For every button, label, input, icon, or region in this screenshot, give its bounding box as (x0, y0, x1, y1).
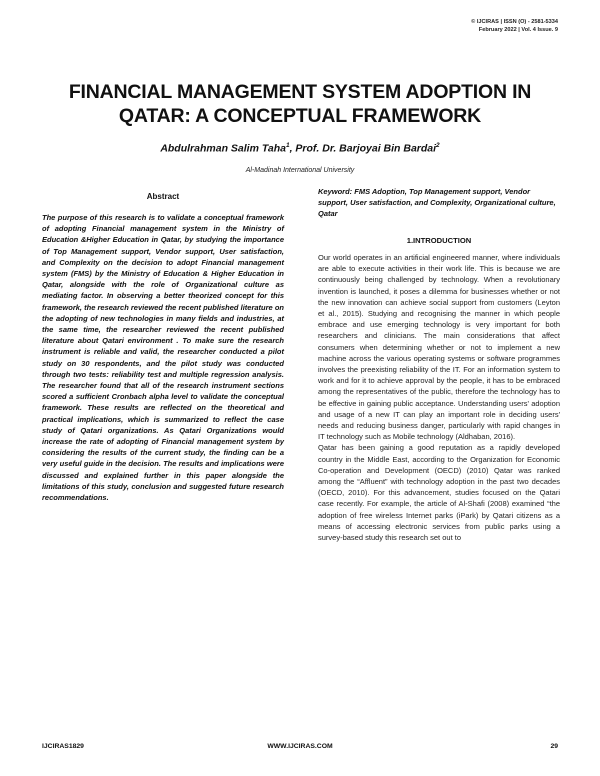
introduction-paragraph-1: Our world operates in an artificial engineered manner, where individuals are able to execute activities in their work life. This is because we are continuously being challenged by technology. When a revolutionary invention is launched, it poses a dilemma for businesses whether or not the new innovation can achieve social support from customers (Leyton et al., 2015). Studying and recognising the manner in which people embrace and use emerging technology is very important for both researchers and clinicians. The main considerations that affect consumers when determining whether or not to implement a new machine across the various operating systems or software programmes involves the preexisting reliability of the IT. For an information system to work and for it to achieve approval by the people, it has to be embraced among the representatives of the public, therefore the technology has to be effective in gaining public acceptance. Understanding users' adoption and usage of a new IT can play an important role in deciding users' needs and reducing business danger, particularly with rapid changes in IT technology such as Mobile technology (Aldhaban, 2016). (318, 253, 560, 442)
introduction-body (318, 252, 560, 543)
author-1: Abdulrahman Salim Taha (160, 142, 286, 155)
abstract-text: The purpose of this research is to validate a conceptual framework of adopting Financial management system in the Ministry of Education &Higher Education in Qatar, by studying the importance of Top Management support, Vendor support, User satisfaction, and Complexity on the decision to adopt Financial management system (FMS) by the Ministry of Education & Higher Education in Qatar, alongside with the role of Organizational culture as mediating factor. In observing a better theorized concept for this framework, the research reviewed the recent published literature on the adopting of new technologies in many fields and industries, at the same time, the researcher reviewed the recent published literature about Qatari environment . To make sure the research instrument is reliable and valid, the researcher conducted a pilot study on 30 respondents, and the pilot study was conducted through two tests: reliability test and multiple regression analysis. The researcher found that all of the research instrument sections scored a sufficient Cronbach alpha level to validate the conceptual framework. These results are reflected on the theoretical and practical implications, which is summarized to reflect the case study of Qatari organizations. As Qatari Organizations would increase the rate of adopting of Financial management system by considering the results of the current study, the finding can be a very useful guide in the decision. The results and implications were discussed and explained further in this paper alongside the limitations of this study, conclusion and suggested future research recommendations. (42, 213, 284, 503)
paper-title-line-1: FINANCIAL MANAGEMENT SYSTEM ADOPTION IN (68, 81, 532, 103)
page-number: 29 (550, 743, 558, 750)
paper-title (40, 80, 560, 128)
author-2: Prof. Dr. Barjoyai Bin Bardai (295, 142, 437, 155)
footer-website-link[interactable]: WWW.IJCIRAS.COM (267, 743, 333, 750)
introduction-paragraph-2: Qatar has been gaining a good reputation as a rapidly developed country in the Middle East, according to the Organization for Economic Co-operation and Development (OECD) (2010) Qatar was ranked among the “Affluent” with technology adoption in the past two decades (OECD, 2010). For this advancement, studies focused on the Qatari case recently. For example, the article of Al-Shafi (2008) examined “the adoption of free wireless Internet parks (iPark) by Qatari citizens as a means of accessing electronic services from public parks using a survey-based study this research set out to (318, 443, 560, 543)
keywords: Keyword: FMS Adoption, Top Management support, Vendor support, User satisfaction, and Complexity, Organizational culture, Qatar (318, 187, 556, 219)
abstract-heading: Abstract (146, 192, 180, 201)
introduction-heading: 1.INTRODUCTION (406, 236, 472, 245)
journal-issn: © IJCIRAS | ISSN (O) - 2581-5334 (471, 19, 558, 25)
affiliation: Al-Madinah International University (245, 167, 355, 174)
footer-paper-id: IJCIRAS1829 (42, 743, 84, 750)
journal-issue: February 2022 | Vol. 4 Issue. 9 (478, 27, 558, 33)
author-list (40, 142, 560, 155)
author-2-affiliation-mark: 2 (436, 142, 440, 149)
journal-header (471, 18, 558, 34)
author-1-affiliation-mark: 1 (285, 142, 290, 149)
paper-title-line-2: QATAR: A CONCEPTUAL FRAMEWORK (118, 105, 482, 127)
author-separator: , (289, 142, 296, 155)
